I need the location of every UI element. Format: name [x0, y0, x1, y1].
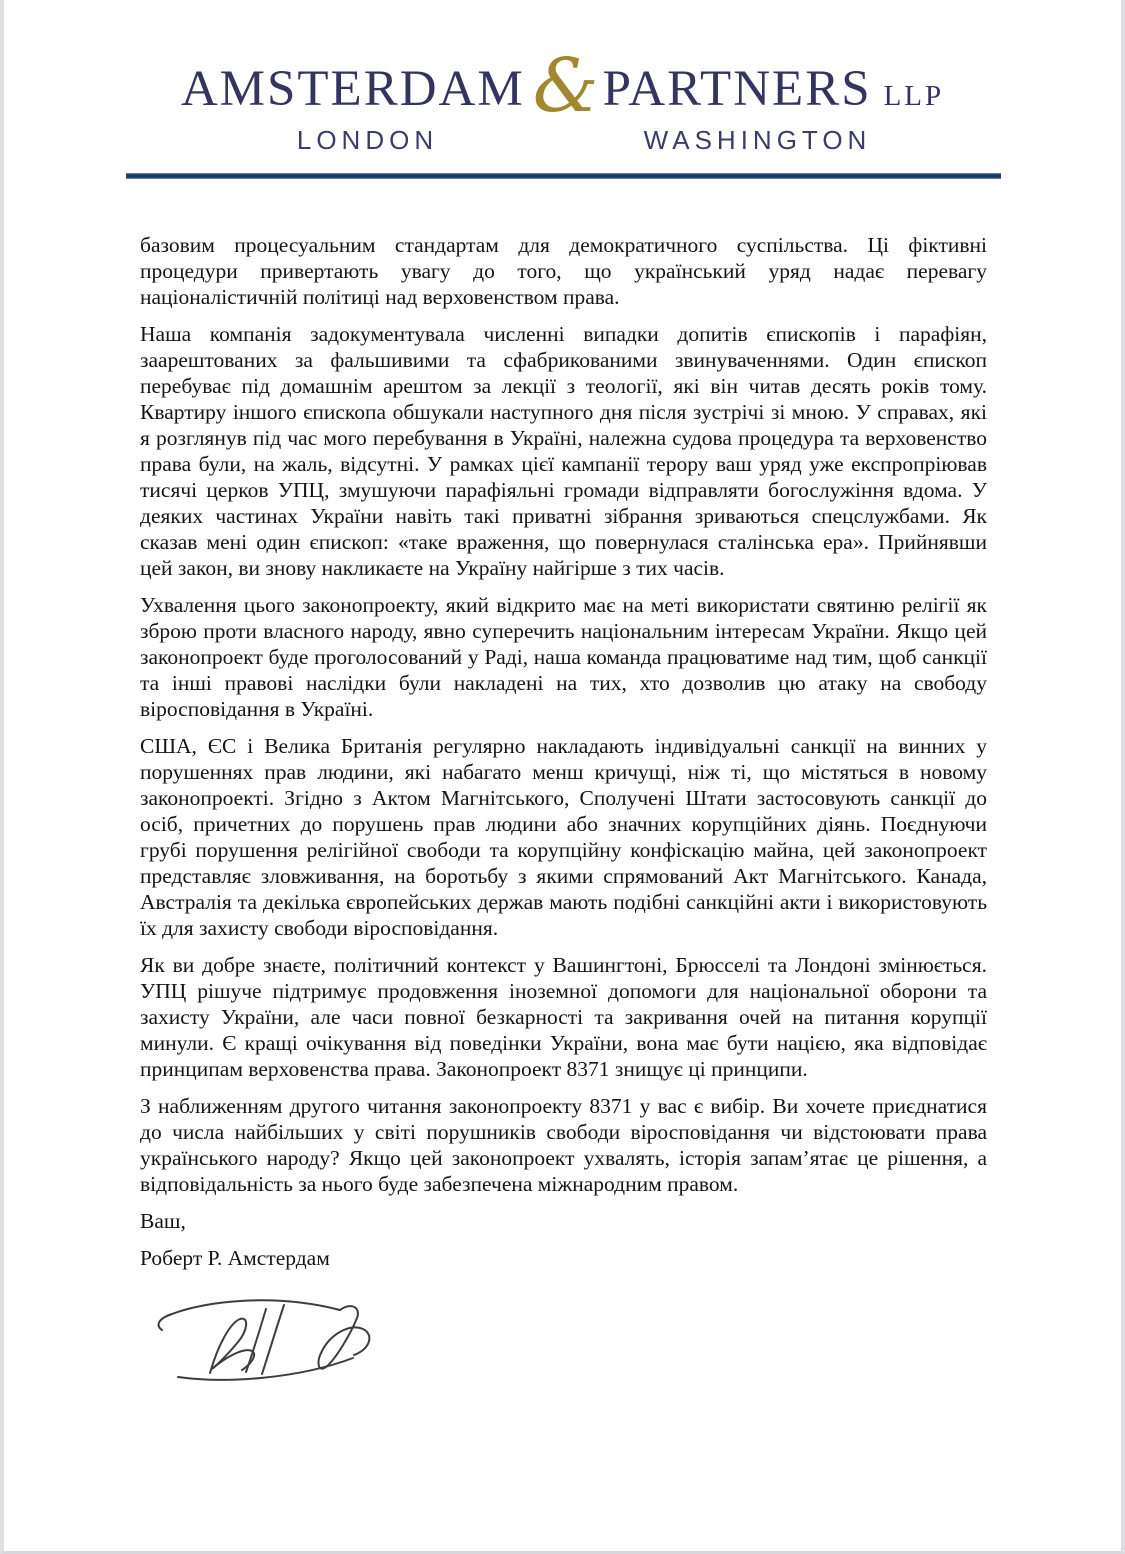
- signature-image: [148, 1285, 987, 1385]
- office-city-washington: WASHINGTON: [643, 125, 872, 155]
- letter-paragraph-5: Як ви добре знаєте, політичний контекст у Вашингтоні, Брюсселі та Лондоні змінюється. УПЦ рішуче підтримує продовження іноземної допомоги для національної оборони та захисту України, але часи повної безкарності та закривання очей на питання корупції минули. Є кращі очікування від поведінки України, вона має бути нацією, яка відповідає принципам верховенства права. Законопроект 8371 знищує ці принципи.: [140, 953, 987, 1081]
- signatory-name: Роберт Р. Амстердам: [140, 1246, 330, 1270]
- letter-paragraph-6: З наближенням другого читання законопроекту 8371 у вас є вибір. Ви хочете приєднатися до числа найбільших у світі порушників свободи віросповідання чи відстоювати права українського народу? Якщо цей законопроект ухвалять, історія запам’ятає це рішення, а відповідальність за нього буде забезпечена міжнародним правом.: [140, 1094, 987, 1196]
- office-city-london: LONDON: [296, 125, 439, 155]
- letter-paragraph-3: Ухвалення цього законопроекту, який відкрито має на меті використати святиню релігії як зброю проти власного народу, явно суперечить національним інтересам України. Якщо цей законопроект буде проголосований у Раді, наша команда працюватиме над тим, щоб санкції та інші правові наслідки були накладені на тих, хто дозволив цю атаку на свободу віросповідання в Україні.: [140, 593, 987, 721]
- letter-paragraph-4: США, ЄС і Велика Британія регулярно накладають індивідуальні санкції на винних у порушеннях прав людини, які набагато менш кричущі, ніж ті, що містяться в новому законопроекті. Згідно з Актом Магнітського, Сполучені Штати застосовують санкції до осіб, причетних до порушень прав людини або значних корупційних діянь. Поєднуючи грубі порушення релігійної свободи та корупційну конфіскацію майна, цей законопроект представляє зловживання, на боротьбу з якими спрямований Акт Магнітського. Канада, Австралія та декілька європейських держав мають подібні санкційні акти і використовують їх для захисту свободи віросповідання.: [140, 734, 987, 940]
- letterhead: [4, 0, 1121, 179]
- firm-logo: AMSTERDAM & PARTNERS LLP: [180, 43, 945, 129]
- letter-closing: Ваш,: [140, 1209, 186, 1233]
- firm-suffix: LLP: [883, 80, 945, 112]
- letter-body: [4, 179, 1121, 1385]
- firm-name-left: AMSTERDAM: [180, 61, 525, 117]
- letter-paragraph-2: Наша компанія задокументувала численні випадки допитів єпископів і парафіян, заарештованих за фальшивими та сфабрикованими звинуваченнями. Один єпископ перебуває під домашнім арештом за лекції з теології, які він читав десять років тому. Квартиру іншого єпископа обшукали наступного дня після зустрічі зі мною. У справах, які я розглянув під час мого перебування в Україні, належна судова процедура та верховенство права були, на жаль, відсутні. У рамках цієї кампанії терору ваш уряд уже експропріював тисячі церков УПЦ, змушуючи парафіяльні громади відправляти богослужіння вдома. У деяких частинах України навіть такі приватні зібрання зриваються спецслужбами. Як сказав мені один єпископ: «таке враження, що повернулася сталінська ера». Прийнявши цей закон, ви знову накликаєте на Україну найгірше з тих часів.: [140, 322, 987, 580]
- office-cities: [173, 125, 953, 156]
- firm-name-right: PARTNERS: [602, 61, 872, 117]
- letter-paragraph-1: базовим процесуальним стандартам для демократичного суспільства. Ці фіктивні процедури привертають увагу до того, що український уряд надає перевагу націоналістичній політиці над верховенством права.: [140, 233, 987, 309]
